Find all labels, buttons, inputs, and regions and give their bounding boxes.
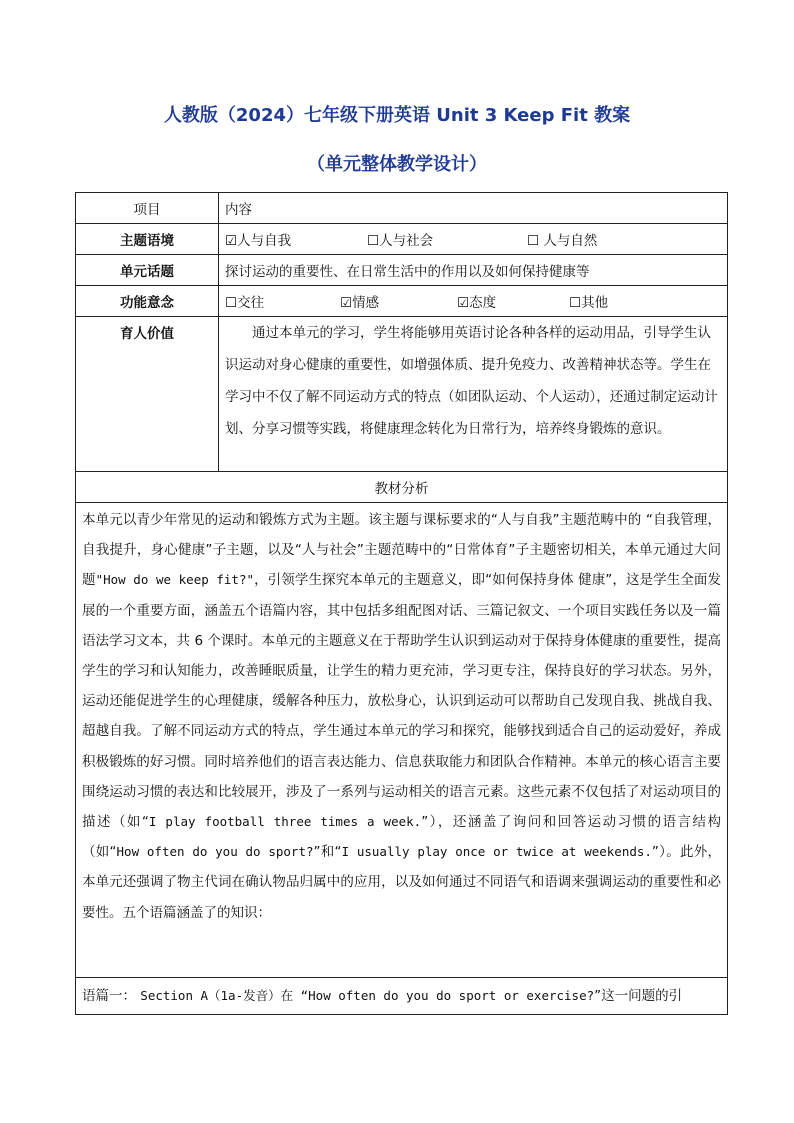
values-text: 通过本单元的学习，学生将能够用英语讨论各种各样的运动用品，引导学生认识运动对身心健康的重要性，如增强体质、提升免疫力、改善精神状态等。学生在学习中不仅了解不同运动方式的特点（如团队运动、个人运动），还通过制定运动计划、分享习惯等实践，将健康理念转化为日常行为，培养终身锻炼的意识。 (219, 317, 728, 472)
theme-option-nature[interactable]: ☐ 人与自然 (527, 233, 598, 249)
unchecked-box-icon: ☐ (225, 295, 238, 311)
analysis-paragraph-1: 本单元以青少年常见的运动和锻炼方式为主题。该主题与课标要求的“人与自我”主题范畴中的 “自我管理，自我提升，身心健康”子主题，以及“人与社会”主题范畴中的“日常体育”子主题密切相关，本单元通过大问题"How do we keep fit?"，引领学生探究本单元的主题意义，即“如何保持身体 健康”，这是学生全面发展的一个重要方面，涵盖五个语篇内容，其中包括多组配图对话、三篇记叙文、一个项目实践任务以及一篇语法学习文本，共 6 个课时。本单元的主题意义在于帮助学生认识到运动对于保持身体健康的重要性，提高学生的学习和认知能力，改善睡眠质量，让学生的精力更充沛，学习更专注，保持良好的学习状态。另外，运动还能促进学生的心理健康，缓解各种压力，放松身心，认识到运动可以帮助自己发现自我、挑战自我、超越自我。了解不同运动方式的特点，学生通过本单元的学习和探究，能够找到适合自己的运动爱好，养成积极锻炼的好习惯。同时培养他们的语言表达能力、信息获取能力和团队合作精神。本单元的核心语言主要围绕运动习惯的表达和比较展开，涉及了一系列与运动相关的语言元素。这些元素不仅包括了对运动项目的描述（如“I play football three times a week.”），还涵盖了询问和回答运动习惯的语言结构（如“How often do you do sport?”和“I usually play once or twice at weekends.”）。此外，本单元还强调了物主代词在确认物品归属中的应用，以及如何通过不同语气和语调来强调运动的重要性和必要性。五个语篇涵盖了的知识： (82, 512, 722, 921)
theme-label: 主题语境 (76, 224, 219, 255)
values-label: 育人价值 (76, 317, 219, 472)
function-label: 功能意念 (76, 286, 219, 317)
topic-label: 单元话题 (76, 255, 219, 286)
analysis-section-1: 语篇一： Section A（1a-发音）在 “How often do you do sport or exercise?”这一问题的引 (76, 978, 728, 1015)
theme-options (219, 224, 728, 255)
unchecked-box-icon: ☐ (569, 295, 582, 311)
header-row (76, 193, 728, 224)
checked-box-icon: ☑ (457, 295, 470, 311)
analysis-body (76, 503, 728, 978)
checked-box-icon: ☑ (225, 233, 238, 249)
function-option-communication[interactable]: ☐交往 (225, 295, 265, 311)
lesson-plan-table (75, 192, 728, 1015)
topic-value: 探讨运动的重要性、在日常生活中的作用以及如何保持健康等 (219, 255, 728, 286)
document-subtitle: （单元整体教学设计） (307, 154, 487, 175)
unchecked-box-icon: ☐ (527, 233, 540, 249)
analysis-heading: 教材分析 (76, 472, 728, 503)
unchecked-box-icon: ☐ (367, 233, 380, 249)
function-option-emotion[interactable]: ☑情感 (340, 295, 380, 311)
theme-option-self[interactable]: ☑人与自我 (225, 233, 292, 249)
theme-row (76, 224, 728, 255)
header-content: 内容 (219, 193, 728, 224)
values-row (76, 317, 728, 472)
analysis-section-row (76, 978, 728, 1015)
function-options (219, 286, 728, 317)
function-option-other[interactable]: ☐其他 (569, 295, 609, 311)
function-row (76, 286, 728, 317)
function-option-attitude[interactable]: ☑态度 (457, 295, 497, 311)
analysis-heading-row (76, 472, 728, 503)
document-title: 人教版（2024）七年级下册英语 Unit 3 Keep Fit 教案 (163, 105, 631, 126)
checked-box-icon: ☑ (340, 295, 353, 311)
topic-row (76, 255, 728, 286)
theme-option-society[interactable]: ☐人与社会 (367, 233, 434, 249)
analysis-body-row (76, 503, 728, 978)
header-item: 项目 (76, 193, 219, 224)
